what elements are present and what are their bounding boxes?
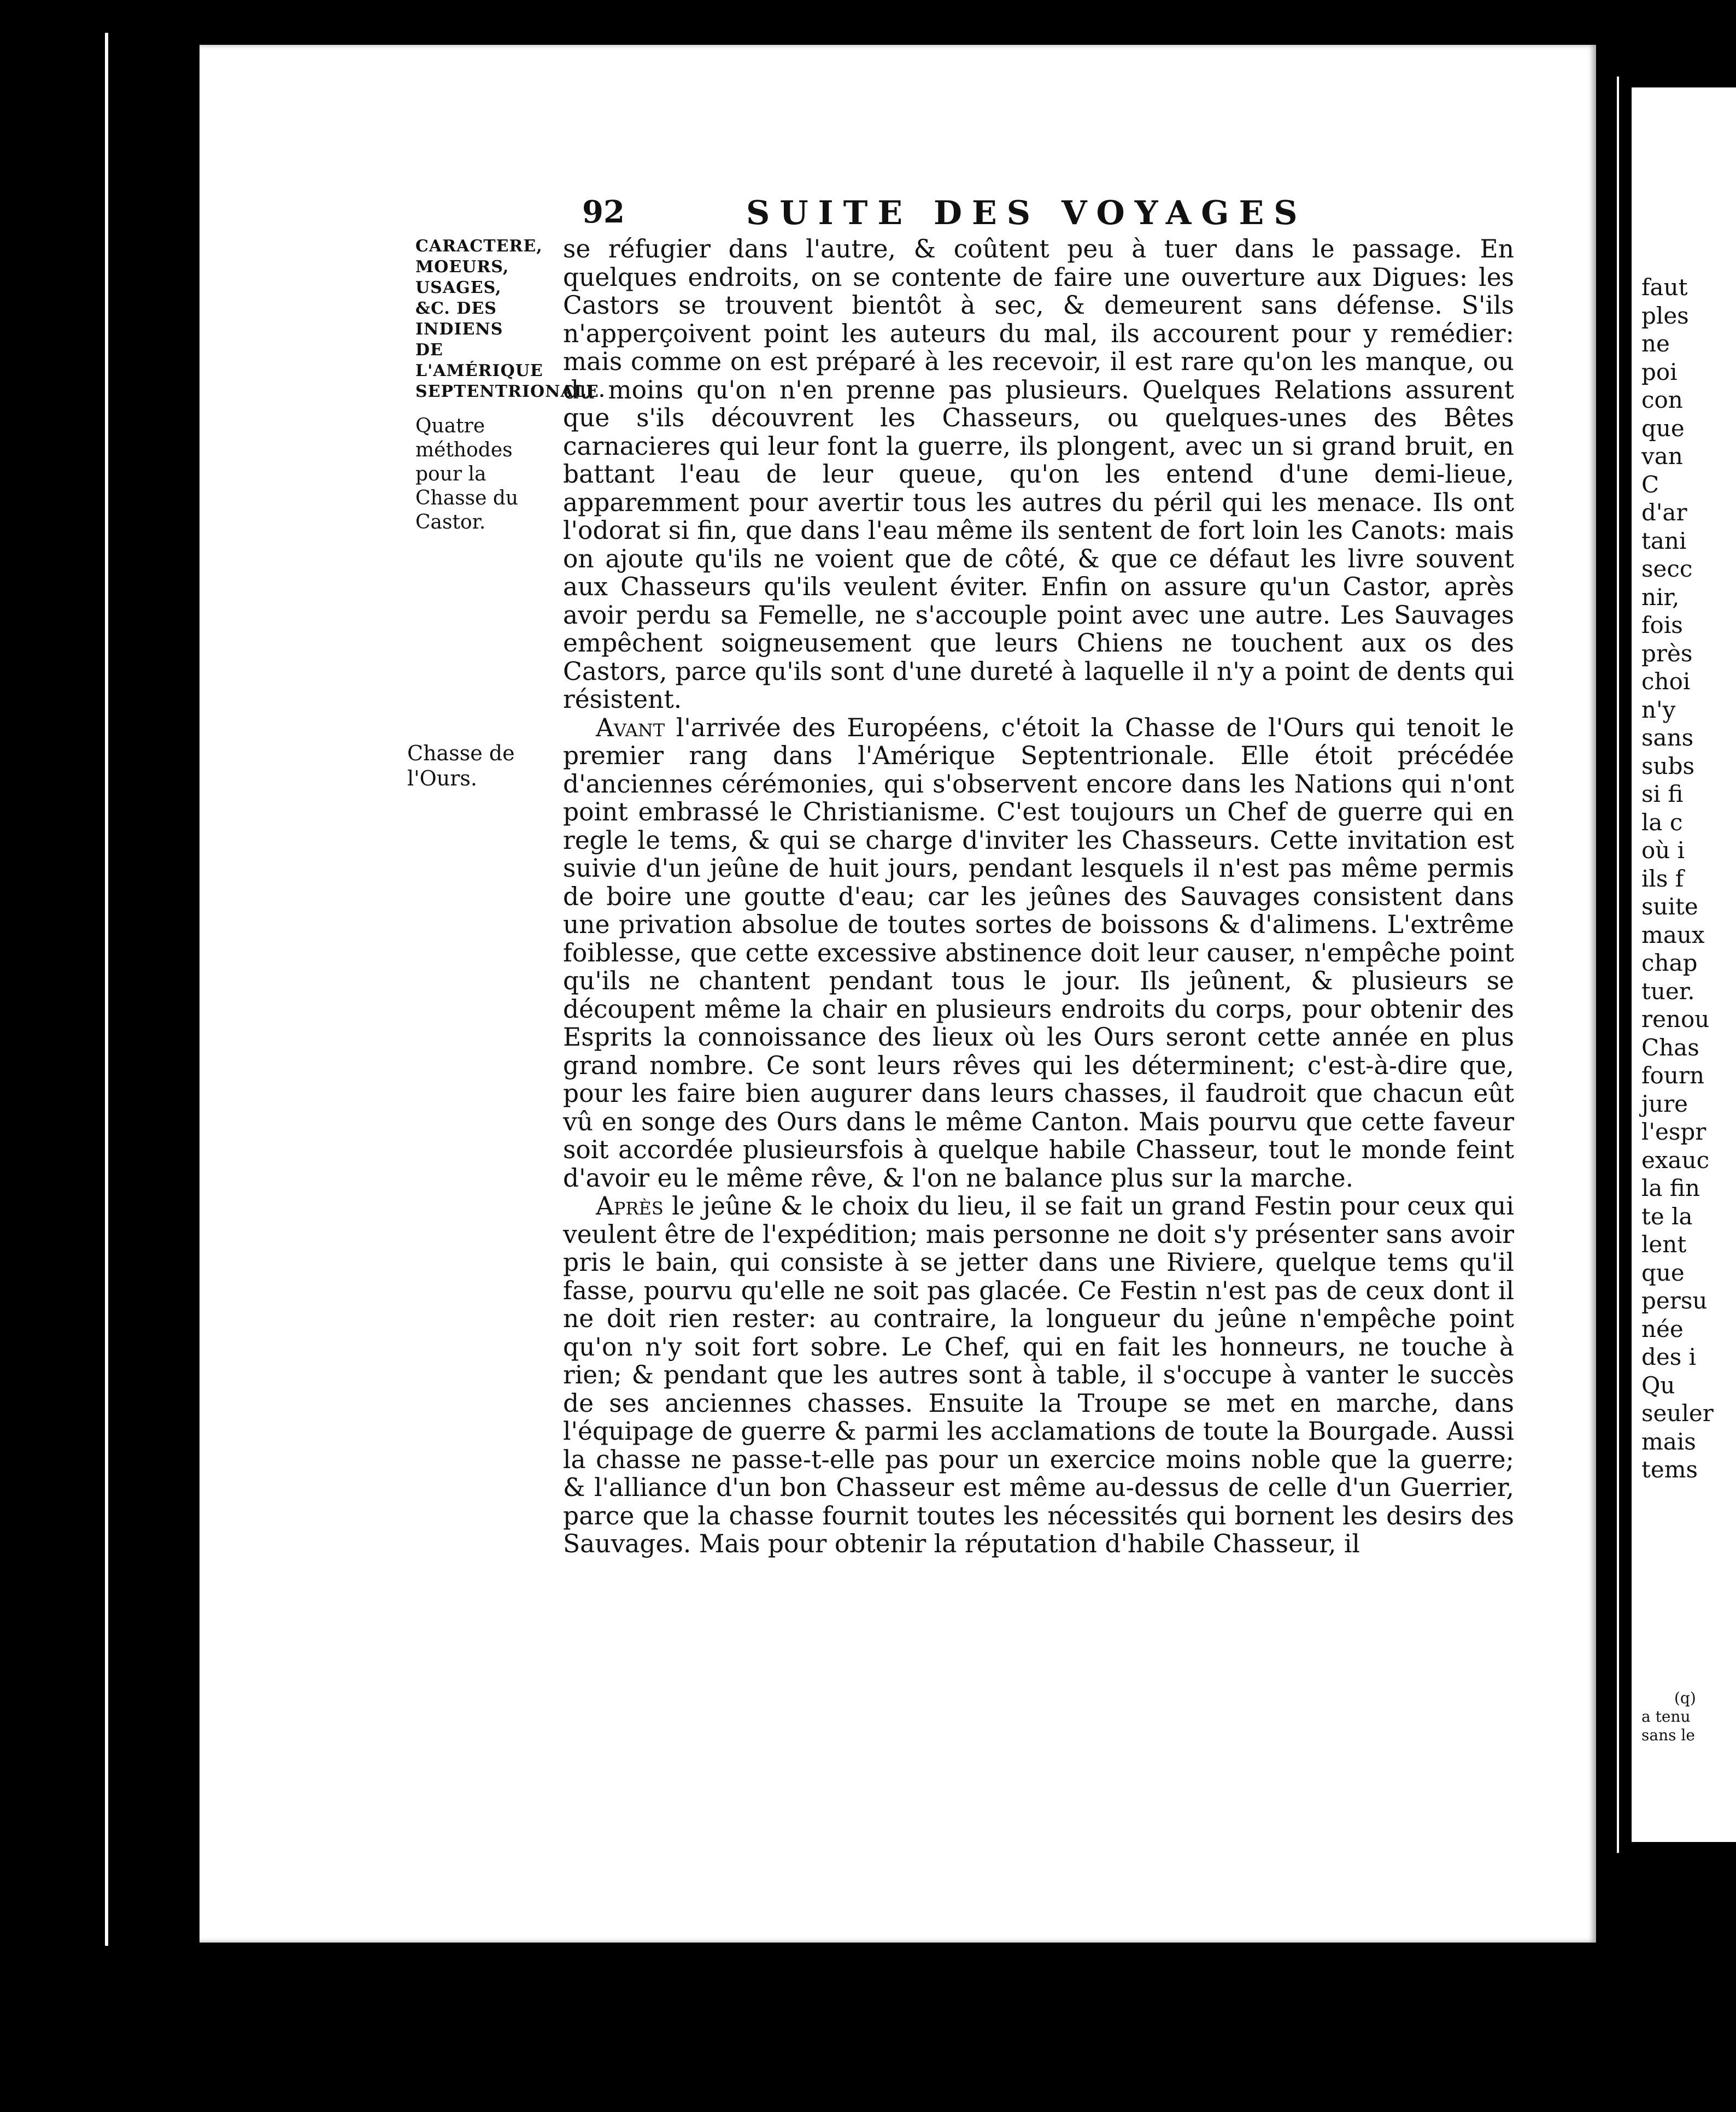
facing-footnote-line-2: sans le: [1641, 1726, 1695, 1744]
facing-page-line: ples: [1641, 302, 1689, 329]
facing-page-line: maux: [1641, 921, 1705, 948]
facing-page-line: tuer.: [1641, 977, 1695, 1005]
paragraph-feast-lead: Après: [596, 1192, 664, 1221]
facing-page-line: fois: [1641, 612, 1683, 638]
facing-page-line: Chas: [1641, 1034, 1699, 1061]
facing-page-line: C: [1641, 471, 1659, 498]
facing-page-footnote: [1641, 1689, 1696, 1745]
paragraph-feast: [563, 1192, 1514, 1558]
facing-page: [1632, 87, 1736, 1842]
facing-footnote-line-1: a tenu: [1641, 1708, 1691, 1726]
facing-page-line: ne: [1641, 330, 1670, 357]
facing-page-line: secc: [1641, 555, 1693, 582]
margin-notes: [415, 236, 606, 547]
paragraph-bear-text: l'arrivée des Européens, c'étoit la Chasse de l'Ours qui tenoit le premier rang dans l'Amérique Septentrionale. Elle étoit précédée d'anciennes cérémonies, qui s'observent encore dans les Nations qui n'ont point embrassé le Christianisme. C'est toujours un Chef de guerre qui en regle le tems, & qui se charge d'inviter les Chasseurs. Cette invitation est suivie d'un jeûne de huit jours, pendant lesquels il n'est pas même permis de boire une goutte d'eau; car les jeûnes des Sauvages consistent dans une privation absolue de toutes sortes de boissons & d'alimens. L'extrême foiblesse, que cette excessive abstinence doit leur causer, n'empêche point qu'ils ne chantent pendant tous le jour. Ils jeûnent, & plusieurs se découpent même la chair en plusieurs endroits du corps, pour obtenir des Esprits la connoissance des lieux où les Ours seront cette année en plus grand nombre. Ce sont leurs rêves qui les déterminent; c'est-à-dire que, pour les faire bien augurer dans leurs chasses, il faudroit que chacun eût vû en songe des Ours dans le même Canton. Mais pourvu que cette faveur soit accordée plusieursfois à quelque habile Chasseur, tout le monde feint d'avoir eu le même rêve, & l'on ne balance plus sur la marche.: [563, 713, 1514, 1193]
facing-page-line: sans: [1641, 724, 1694, 751]
facing-page-line: suite: [1641, 893, 1698, 920]
margin-topic-note: CARACTERE, MOEURS, USAGES, &C. DES INDIENS DE L'AMÉRIQUE SEPTENTRIONALE.: [415, 237, 606, 401]
facing-page-line: poi: [1641, 358, 1678, 385]
facing-page-line: faut: [1641, 274, 1688, 301]
facing-page-line: chap: [1641, 949, 1698, 976]
facing-page-line: lent: [1641, 1231, 1687, 1258]
scan-edge-right: [1617, 77, 1619, 1853]
facing-page-line: van: [1641, 443, 1683, 470]
facing-page-line: la c: [1641, 808, 1683, 836]
facing-page-line: exauc: [1641, 1146, 1710, 1174]
facing-page-line: fourn: [1641, 1062, 1705, 1089]
facing-page-line: d'ar: [1641, 499, 1687, 526]
facing-page-line: la fin: [1641, 1175, 1700, 1201]
facing-page-line: seuler: [1641, 1400, 1714, 1427]
margin-methods-note: Quatre méthodes pour la Chasse du Castor.: [415, 415, 519, 533]
facing-page-lines: [1641, 273, 1736, 1484]
paragraph-feast-text: le jeûne & le choix du lieu, il se fait un grand Festin pour ceux qui veulent être de l'expédition; mais personne ne doit s'y présenter sans avoir pris le bain, qui consiste à se jetter dans une Riviere, quelque tems qu'il fasse, pourvu qu'elle ne soit pas glacée. Ce Festin n'est pas de ceux dont il ne doit rien rester: au contraire, la longueur du jeûne n'empêche point qu'on n'y soit fort sobre. Le Chef, qui en fait les honneurs, ne touche à rien; & pendant que les autres sont à table, il s'occupe à vanter le succès de ses anciennes chasses. Ensuite la Troupe se met en marche, dans l'équipage de guerre & parmi les acclamations de toute la Bourgade. Aussi la chasse ne passe-t-elle pas pour un exercice moins noble que la guerre; & l'alliance d'un bon Chasseur est même au-dessus de celle d'un Guerrier, parce que la chasse fournit toutes les nécessités qui bornent les desirs des Sauvages. Mais pour obtenir la réputation d'habile Chasseur, il: [563, 1192, 1514, 1558]
running-title: SUITE DES VOYAGES: [746, 194, 1307, 232]
facing-page-line: choi: [1641, 668, 1691, 695]
facing-footnote-mark: (q): [1674, 1689, 1696, 1707]
facing-page-line: si fi: [1641, 781, 1684, 807]
facing-page-line: subs: [1641, 752, 1695, 779]
facing-page-line: que: [1641, 414, 1685, 442]
facing-page-line: l'espr: [1641, 1118, 1706, 1145]
paragraph-bear-lead: Avant: [596, 713, 665, 742]
facing-page-line: mais: [1641, 1428, 1696, 1455]
facing-page-line: nir,: [1641, 583, 1680, 611]
facing-page-line: née: [1641, 1315, 1684, 1342]
facing-page-line: ils f: [1641, 865, 1684, 892]
page-number: 92: [582, 194, 625, 230]
facing-page-line: que: [1641, 1259, 1685, 1286]
facing-page-line: des i: [1641, 1344, 1697, 1370]
scan-edge-left: [105, 33, 108, 1946]
facing-page-line: jure: [1641, 1090, 1688, 1117]
paragraph-beaver: se réfugier dans l'autre, & coûtent peu à tuer dans le passage. En quelques endroits, on se contente de faire une ouverture aux Digues: les Castors se trouvent bientôt à sec, & demeurent sans défense. S'ils n'apperçoivent point les auteurs du mal, ils accourent pour y remédier: mais comme on est préparé à les recevoir, il est rare qu'on les manque, ou du moins qu'on n'en prenne pas plusieurs. Quelques Relations assurent que s'ils découvrent les Chasseurs, ou quelques-unes des Bêtes carnacieres qui leur font la guerre, ils plongent, avec un si grand bruit, en battant l'eau de leur queue, qu'on les entend d'une demi-lieue, apparemment pour avertir tous les autres du péril qui les menace. Ils ont l'odorat si fin, que dans l'eau même ils sentent de fort loin les Canots: mais on ajoute qu'ils ne voient que de côté, & que ce défaut les livre souvent aux Chasseurs qu'ils veulent éviter. Enfin on assure qu'un Castor, après avoir perdu sa Femelle, ne s'accouple point avec une autre. Les Sauvages empêchent soigneusement que leurs Chiens ne touchent aux os des Castors, parce qu'ils sont d'une dureté à laquelle il n'y a point de dents qui résistent.: [563, 234, 1514, 714]
facing-page-line: n'y: [1641, 696, 1676, 723]
facing-page-line: près: [1641, 640, 1693, 667]
facing-page-line: tani: [1641, 527, 1687, 554]
paragraph-bear: [563, 714, 1514, 1193]
facing-page-line: renou: [1641, 1006, 1710, 1032]
facing-page-line: te la: [1641, 1202, 1693, 1230]
facing-page-line: Qu: [1641, 1371, 1675, 1399]
facing-page-line: où i: [1641, 837, 1685, 864]
facing-page-line: tems: [1641, 1456, 1698, 1483]
body-text: [563, 235, 1514, 1558]
facing-page-line: con: [1641, 386, 1683, 413]
margin-bear-note: Chasse de l'Ours.: [407, 741, 515, 790]
facing-page-line: persu: [1641, 1287, 1708, 1314]
